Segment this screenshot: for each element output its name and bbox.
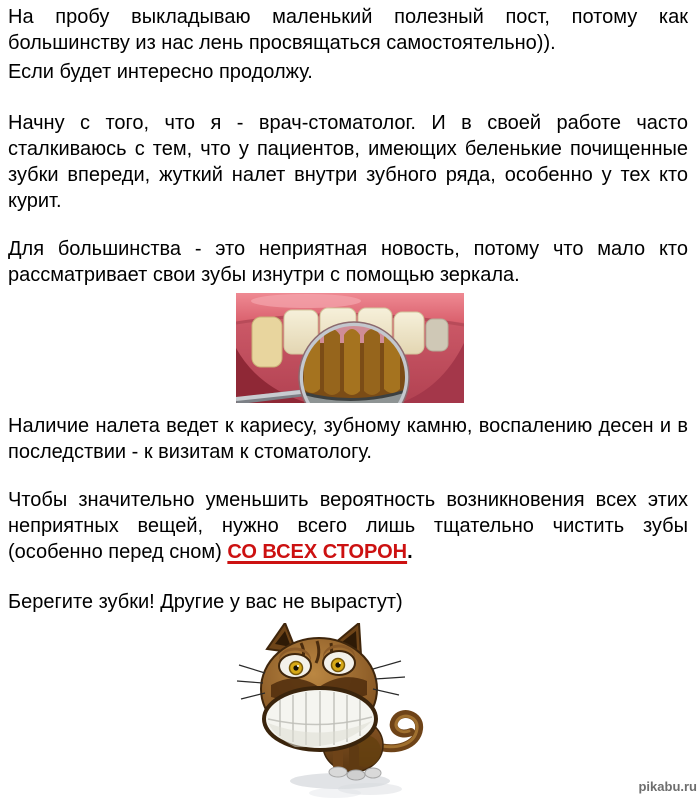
teeth-photo-illustration xyxy=(236,293,464,403)
paragraph-about-author xyxy=(0,110,700,214)
paragraph-bad-news xyxy=(0,236,700,288)
paragraph-farewell xyxy=(0,589,700,615)
about-author-text: Начну с того, что я - врач-стоматолог. И в своей работе часто сталкиваюсь с тем, что у пациентов, имеющих беленькие почищенные зубки впереди, жуткий налет внутри зубного ряда, особенно у тех кто курит. xyxy=(8,112,688,212)
paragraph-intro-continue xyxy=(0,59,700,85)
watermark: pikabu.ru xyxy=(638,779,697,794)
intro-continue-text: Если будет интересно продолжу. xyxy=(8,61,313,83)
paragraph-consequences xyxy=(0,413,700,465)
cat-image xyxy=(235,623,465,798)
advice-lead-text: Чтобы значительно уменьшить вероятность возникновения всех этих неприятных вещей, нужно всего лишь тщательно чистить зубы (особенно перед сном) xyxy=(8,489,688,563)
advice-tail-text: . xyxy=(407,541,413,563)
advice-highlight-text: СО ВСЕХ СТОРОН xyxy=(227,541,408,563)
intro-text: На пробу выкладываю маленький полезный пост, потому как большинству из нас лень просвящаться самостоятельно)). xyxy=(8,6,688,54)
paragraph-advice xyxy=(0,487,700,565)
cat-illustration xyxy=(235,623,465,798)
farewell-text: Берегите зубки! Другие у вас не вырастут) xyxy=(8,591,403,613)
consequences-text: Наличие налета ведет к кариесу, зубному камню, воспалению десен и в последствии - к визитам к стоматологу. xyxy=(8,415,688,463)
bad-news-text: Для большинства - это неприятная новость, потому что мало кто рассматривает свои зубы изнутри с помощью зеркала. xyxy=(8,238,688,286)
paragraph-intro xyxy=(0,4,700,56)
teeth-photo xyxy=(236,293,464,403)
